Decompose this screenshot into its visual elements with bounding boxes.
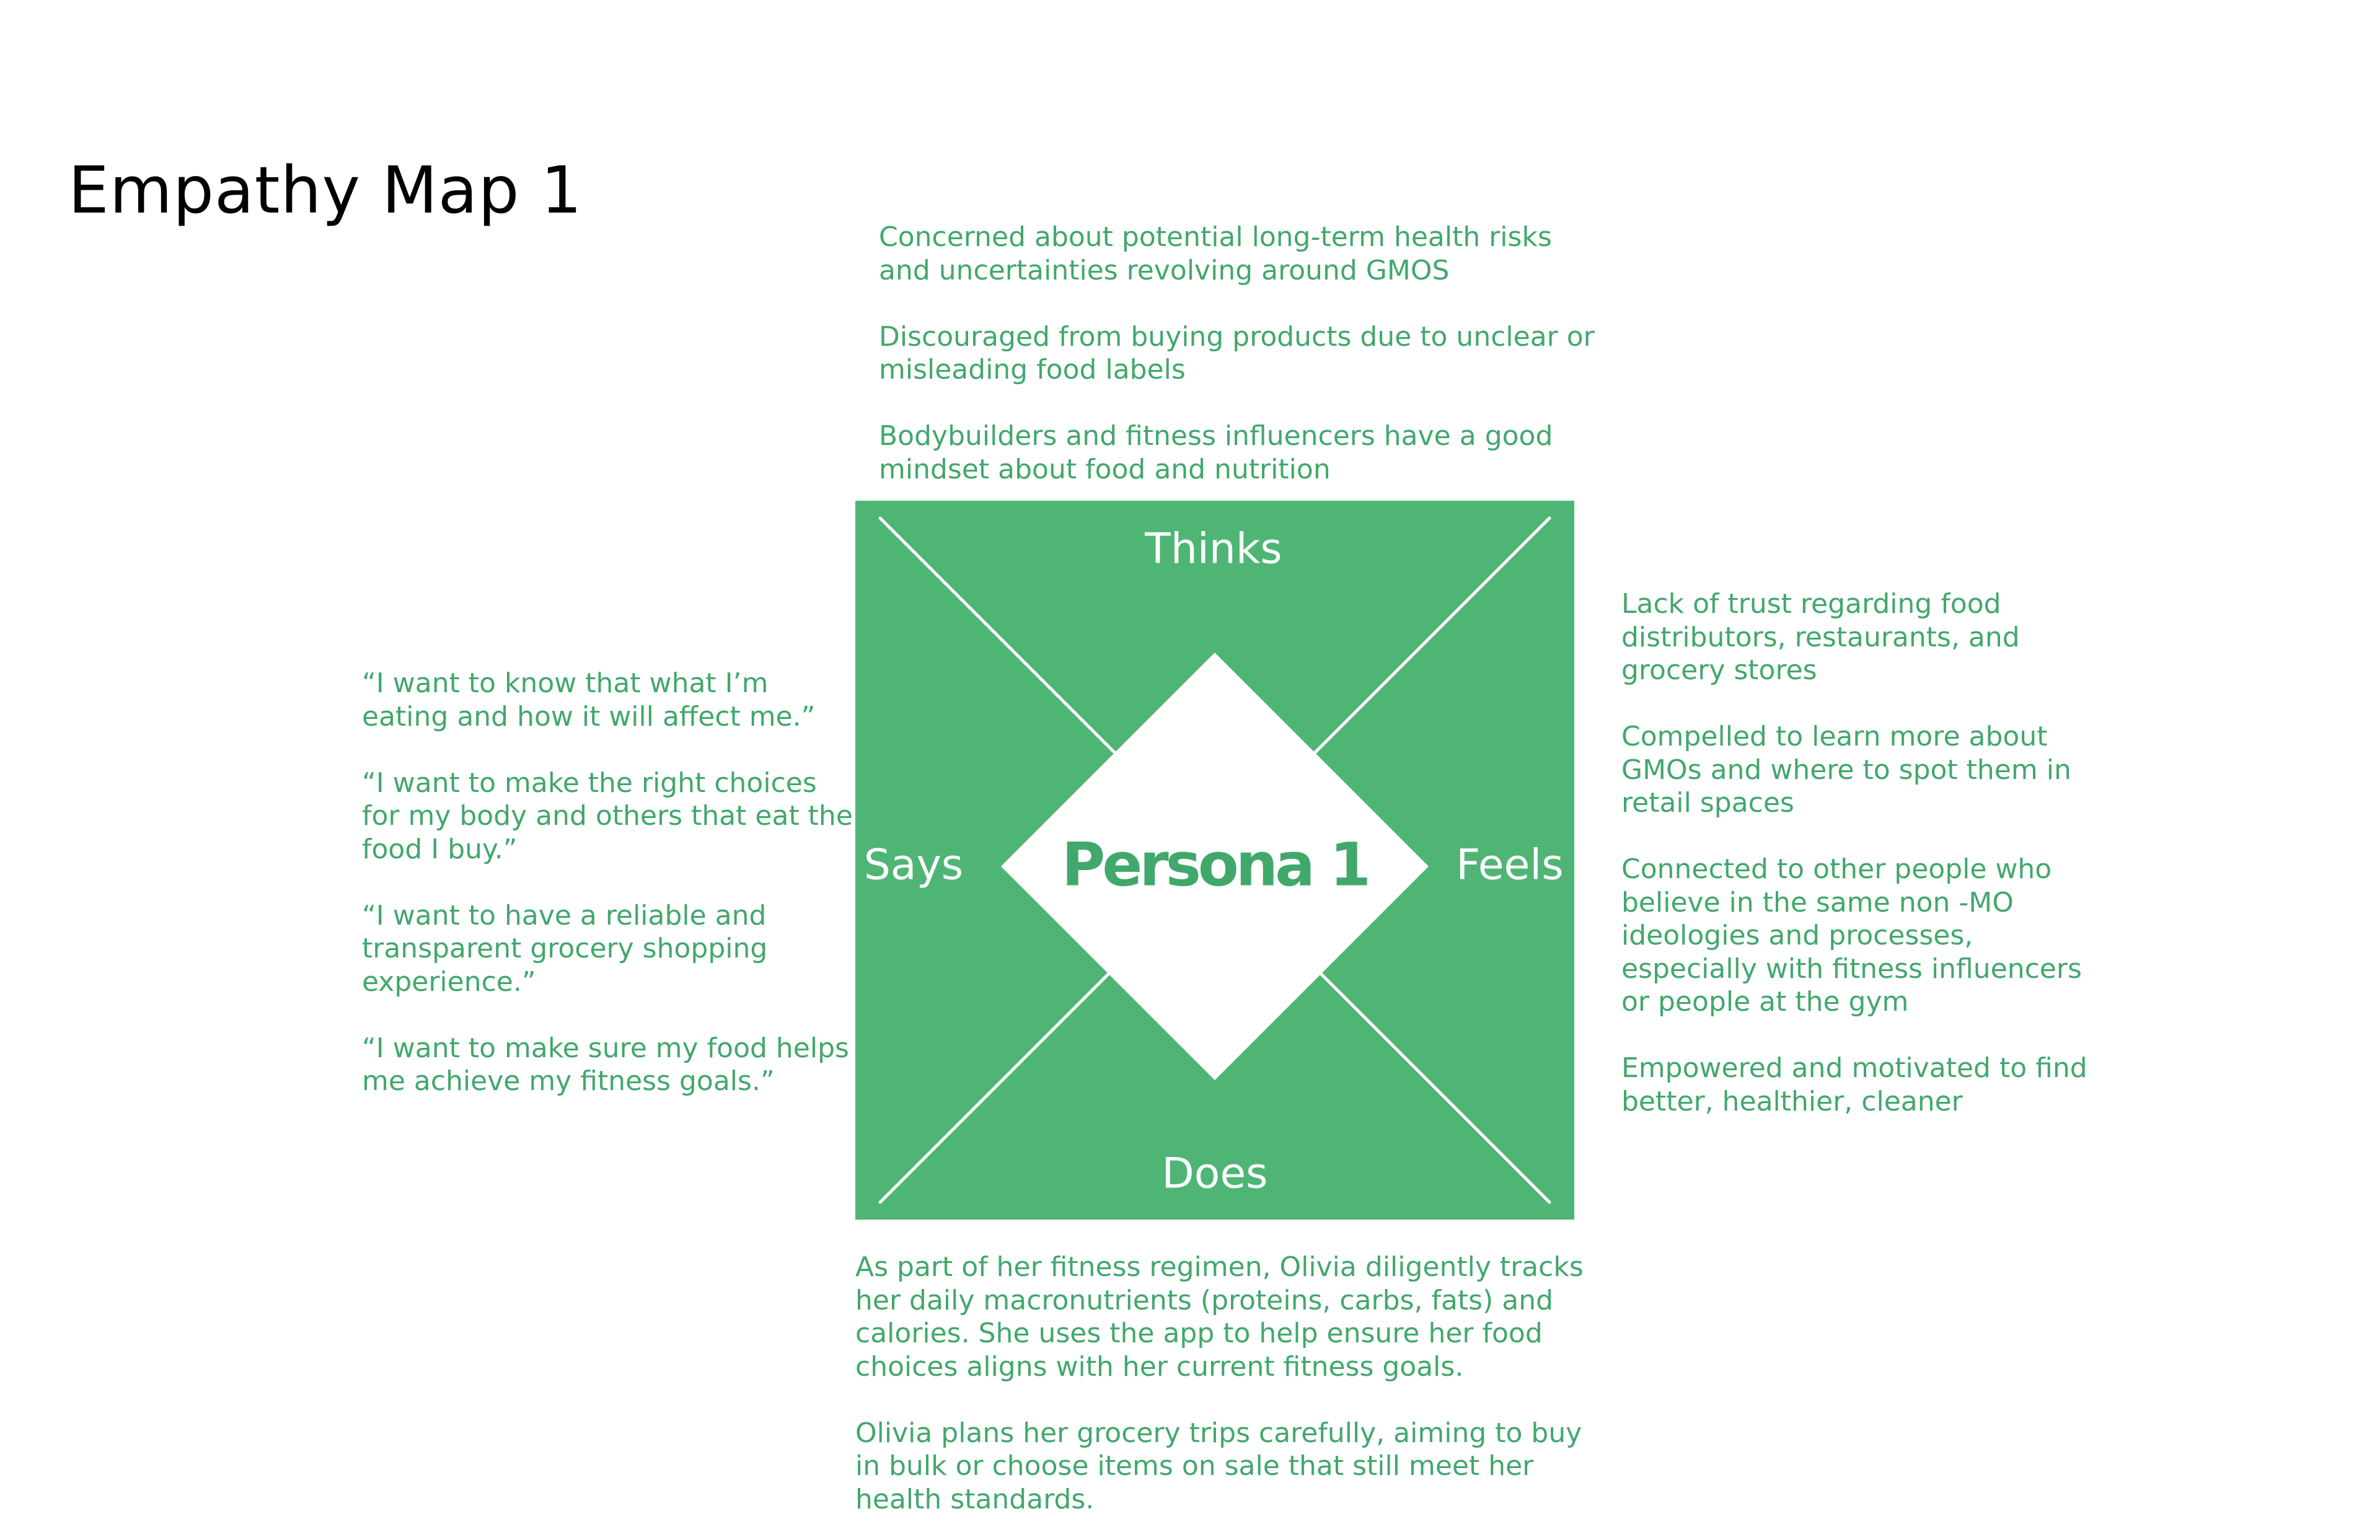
- feels-label: Feels: [1456, 840, 1564, 890]
- thinks-notes: [879, 221, 1610, 486]
- does-note: Olivia plans her grocery trips carefully, aiming to buy in bulk or choose items on sale that still meet her health standards.: [855, 1417, 1582, 1515]
- says-label: Says: [863, 840, 964, 890]
- thinks-note: Bodybuilders and fitness influencers have a good mindset about food and nutrition: [879, 420, 1553, 485]
- feels-notes: [1621, 587, 2105, 1118]
- page-title: Empathy Map 1: [68, 152, 583, 228]
- says-quote: “I want to have a reliable and transparent grocery shopping experience.”: [362, 899, 768, 998]
- empathy-map-diagram: [855, 501, 1574, 1220]
- feels-note: Compelled to learn more about GMOs and where to spot them in retail spaces: [1621, 721, 2071, 819]
- says-quote: “I want to know that what I’m eating and how it will affect me.”: [362, 667, 816, 733]
- does-notes: [855, 1251, 1599, 1516]
- says-quote: “I want to make the right choices for my body and others that eat the food I buy.”: [362, 767, 853, 865]
- thinks-label: Thinks: [1145, 524, 1282, 574]
- feels-note: Empowered and motivated to find better, healthier, cleaner: [1621, 1052, 2087, 1117]
- persona-name: Persona 1: [1061, 830, 1368, 900]
- feels-note: Lack of trust regarding food distributors, restaurants, and grocery stores: [1621, 588, 2020, 686]
- does-note: As part of her fitness regimen, Olivia diligently tracks her daily macronutrients (proteins, carbs, fats) and calories. She uses the app to help ensure her food choices aligns with her current fitness goals.: [855, 1251, 1584, 1383]
- says-notes: [362, 667, 858, 1098]
- does-label: Does: [1161, 1149, 1268, 1199]
- feels-note: Connected to other people who believe in the same non -MO ideologies and processes, especially with fitness influencers or people at the gym: [1621, 853, 2082, 1018]
- thinks-note: Concerned about potential long-term health risks and uncertainties revolving around GMOS: [879, 221, 1552, 286]
- thinks-note: Discouraged from buying products due to unclear or misleading food labels: [879, 320, 1595, 385]
- says-quote: “I want to make sure my food helps me achieve my fitness goals.”: [362, 1032, 849, 1097]
